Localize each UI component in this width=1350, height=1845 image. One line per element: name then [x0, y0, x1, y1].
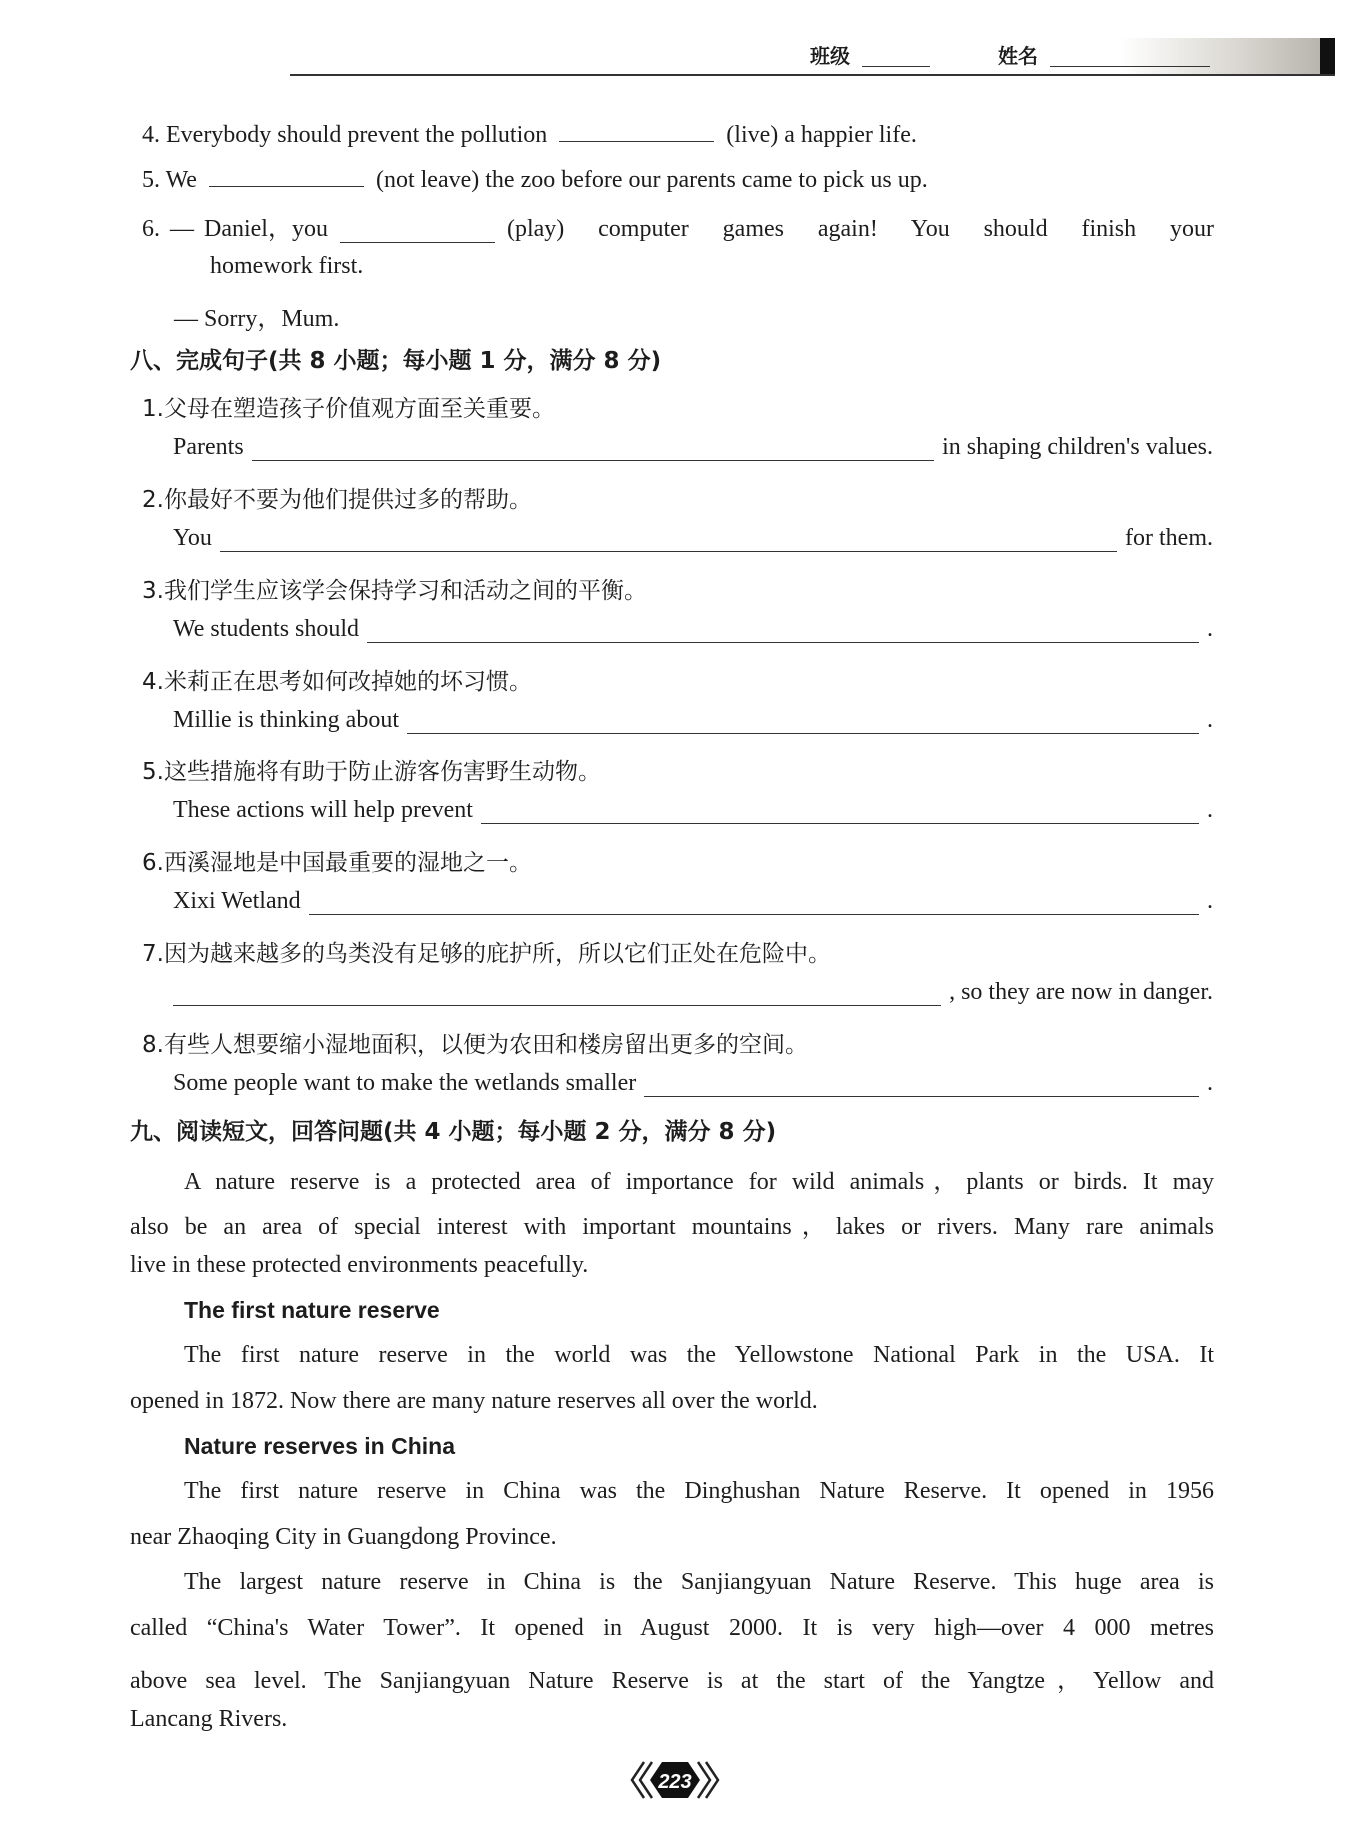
answer-blank[interactable] [367, 618, 1199, 643]
item-text: Everybody should prevent the pollution [166, 122, 548, 148]
s8-item4-en [173, 707, 1213, 734]
item-text: Parents [173, 434, 244, 460]
s8-item2-zh [142, 481, 532, 514]
answer-blank[interactable] [220, 527, 1117, 552]
item-text: (live) a happier life. [726, 122, 917, 148]
item-number: 8. [142, 1032, 164, 1058]
item-text: These actions will help prevent [173, 797, 473, 823]
name-blank[interactable] [1050, 66, 1210, 67]
item-number: 4. [142, 122, 160, 148]
s8-item5-zh [142, 753, 601, 786]
item-text: Some people want to make the wetlands smaller [173, 1070, 637, 1096]
answer-blank[interactable] [481, 799, 1199, 824]
header-edge-block [1320, 38, 1335, 74]
page-badge-icon [628, 1758, 722, 1802]
item-chinese: 你最好不要为他们提供过多的帮助。 [163, 487, 532, 513]
item-chinese: 有些人想要缩小湿地面积，以便为农田和楼房留出更多的空间。 [163, 1032, 808, 1058]
item-chinese: 这些措施将有助于防止游客伤害野生动物。 [163, 759, 601, 785]
s8-item7-zh [142, 935, 831, 968]
item-text: You [173, 525, 212, 551]
item-number: 6. [142, 216, 160, 242]
item-text: . [1207, 1070, 1213, 1096]
item-text: We students should [173, 616, 360, 642]
s8-item1-en [173, 434, 1213, 461]
item-text: . [1207, 797, 1213, 823]
item-chinese: 父母在塑造孩子价值观方面至关重要。 [163, 396, 555, 422]
header-decoration [1120, 38, 1320, 74]
passage-line: called “China's Water Tower”. It opened in August 2000. It is very high—over 4 000 metres [130, 1615, 1214, 1641]
item-text: We [165, 167, 197, 193]
item-number: 2. [142, 487, 164, 513]
item-text: Millie is thinking about [173, 707, 399, 733]
s8-item5-en [173, 797, 1213, 824]
q7-5 [142, 162, 928, 194]
answer-blank[interactable] [644, 1072, 1199, 1097]
item-number: 3. [142, 578, 164, 604]
item-number: 5. [142, 167, 160, 193]
item-number: 7. [142, 941, 164, 967]
page-header [290, 38, 1335, 76]
passage-line: live in these protected environments peacefully. [130, 1252, 589, 1278]
passage-line: A nature reserve is a protected area of importance for wild animals，plants or birds. It may [184, 1169, 1214, 1195]
page-number: 223 [658, 1771, 692, 1793]
q7-6-reply: — Sorry，Mum. [174, 306, 340, 332]
subheading-china-reserves: Nature reserves in China [184, 1433, 456, 1459]
passage-line: opened in 1872. Now there are many nature reserves all over the world. [130, 1388, 818, 1414]
answer-blank[interactable] [173, 981, 941, 1006]
item-number: 1. [142, 396, 164, 422]
item-text: for them. [1125, 525, 1213, 551]
item-text: . [1207, 707, 1213, 733]
passage-line: also be an area of special interest with important mountains，lakes or rivers. Many rare animals [130, 1214, 1214, 1240]
passage-line: The first nature reserve in China was the Dinghushan Nature Reserve. It opened in 1956 [184, 1478, 1214, 1504]
answer-blank[interactable] [252, 436, 934, 461]
item-chinese: 因为越来越多的鸟类没有足够的庇护所，所以它们正处在危险中。 [163, 941, 831, 967]
s8-item6-en [173, 888, 1213, 915]
dialog-dash: — [170, 216, 194, 242]
passage-line: Lancang Rivers. [130, 1706, 288, 1732]
item-text: , so they are now in danger. [949, 979, 1213, 1005]
answer-blank[interactable] [559, 117, 714, 142]
s8-item8-zh [142, 1026, 808, 1059]
passage-line: The first nature reserve in the world was the Yellowstone National Park in the USA. It [184, 1342, 1214, 1368]
s8-item3-en [173, 616, 1213, 643]
subheading-first-reserve: The first nature reserve [184, 1297, 440, 1323]
answer-blank[interactable] [309, 890, 1199, 915]
item-text: . [1207, 616, 1213, 642]
s8-item7-en [173, 979, 1213, 1006]
q7-4 [142, 117, 917, 149]
answer-blank[interactable] [209, 162, 364, 187]
section8-title: 八、完成句子(共 8 小题；每小题 1 分，满分 8 分) [130, 348, 662, 374]
class-blank[interactable] [862, 66, 930, 67]
item-number: 4. [142, 669, 164, 695]
page-number-badge [628, 1758, 722, 1802]
item-text: (not leave) the zoo before our parents came to pick us up. [375, 167, 928, 193]
s8-item3-zh [142, 572, 647, 605]
item-text: . [1207, 888, 1213, 914]
s8-item8-en [173, 1070, 1213, 1097]
item-number: 5. [142, 759, 164, 785]
s8-item1-zh [142, 390, 555, 423]
answer-blank[interactable] [340, 218, 495, 243]
section9-title: 九、阅读短文，回答问题(共 4 小题；每小题 2 分，满分 8 分) [130, 1119, 777, 1145]
item-chinese: 西溪湿地是中国最重要的湿地之一。 [163, 850, 532, 876]
item-text: (play) computer games again! You should finish your [506, 216, 1214, 242]
name-label: 姓名 [998, 44, 1038, 68]
passage-line: near Zhaoqing City in Guangdong Province. [130, 1524, 557, 1550]
item-text: Daniel，you [204, 216, 328, 242]
item-text: Xixi Wetland [173, 888, 301, 914]
passage-line: above sea level. The Sanjiangyuan Nature Reserve is at the start of the Yangtze，Yellow and [130, 1668, 1214, 1694]
s8-item4-zh [142, 663, 532, 696]
s8-item2-en [173, 525, 1213, 552]
item-chinese: 米莉正在思考如何改掉她的坏习惯。 [163, 669, 532, 695]
item-chinese: 我们学生应该学会保持学习和活动之间的平衡。 [163, 578, 647, 604]
item-number: 6. [142, 850, 164, 876]
q7-6 [142, 208, 1214, 243]
s8-item6-zh [142, 844, 532, 877]
answer-blank[interactable] [407, 709, 1199, 734]
passage-line: The largest nature reserve in China is the Sanjiangyuan Nature Reserve. This huge area is [184, 1569, 1214, 1595]
q7-6-cont: homework first. [210, 253, 364, 279]
class-label: 班级 [810, 44, 850, 68]
item-text: in shaping children's values. [942, 434, 1213, 460]
